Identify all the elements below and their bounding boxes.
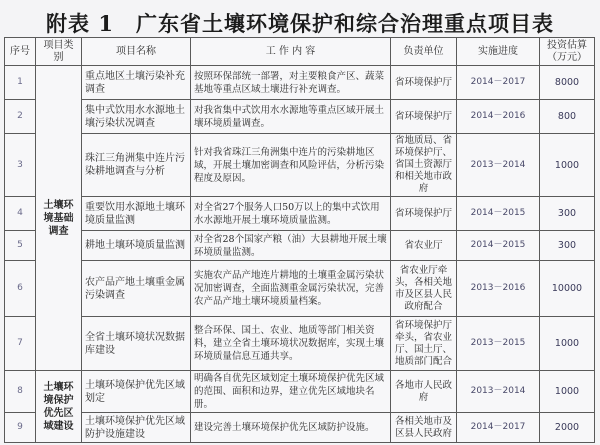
- row-seq: 9: [5, 413, 36, 443]
- table-row: [5, 231, 595, 261]
- category-cell: 土壤环境保护优先区域建设: [36, 371, 82, 443]
- row-seq: 1: [5, 66, 36, 100]
- header-name: 项目名称: [82, 38, 191, 66]
- row-budget: 300: [540, 231, 595, 261]
- row-name: 全省土壤环境状况数据库建设: [82, 317, 191, 371]
- row-budget: 8000: [540, 66, 595, 100]
- row-seq: 3: [5, 134, 36, 197]
- row-seq: 6: [5, 261, 36, 317]
- row-unit: 各地市人民政府: [391, 371, 457, 413]
- header-category: 项目类别: [36, 38, 82, 66]
- row-progress: 2013－2015: [457, 317, 540, 371]
- row-seq: 7: [5, 317, 36, 371]
- row-content: 实施农产品产地连片耕地的土壤重金属污染状况加密调查，全面监测重金属污染状况，完善农产品产地土壤环境质量档案。: [191, 261, 391, 317]
- row-seq: 2: [5, 100, 36, 134]
- category-cell: 土壤环境基础调查: [36, 66, 82, 371]
- row-name: 集中式饮用水水源地土壤污染状况调查: [82, 100, 191, 134]
- row-name: 重要饮用水源地土壤环境质量监测: [82, 197, 191, 231]
- header-budget: 投资估算（万元）: [540, 38, 595, 66]
- row-unit: 各相关地市及区县人民政府: [391, 413, 457, 443]
- row-budget: 1000: [540, 371, 595, 413]
- table-row: [5, 134, 595, 197]
- row-budget: 800: [540, 100, 595, 134]
- row-progress: 2014－2016: [457, 100, 540, 134]
- header-seq: 序号: [5, 38, 36, 66]
- row-name: 珠江三角洲集中连片污染耕地调查与分析: [82, 134, 191, 197]
- header-unit: 负责单位: [391, 38, 457, 66]
- row-content: 明确各自优先区域划定土壤环境保护优先区域的范围、面积和边界，建立优先区域地块名册。: [191, 371, 391, 413]
- row-content: 整合环保、国土、农业、地质等部门相关资料，建立全省土壤环境状况数据库，实现土壤环境质量信息互通共享。: [191, 317, 391, 371]
- table-title-prefix: 附表 1: [46, 11, 114, 36]
- row-progress: 2014－2015: [457, 197, 540, 231]
- row-seq: 8: [5, 371, 36, 413]
- row-budget: 1000: [540, 317, 595, 371]
- row-progress: 2013－2014: [457, 371, 540, 413]
- row-progress: 2014－2017: [457, 413, 540, 443]
- table-row: [5, 66, 595, 100]
- row-unit: 省农业厅牵头，各相关地市及区县人民政府配合: [391, 261, 457, 317]
- table-row: [5, 317, 595, 371]
- row-content: 对全省28个国家产粮（油）大县耕地开展土壤环境质量监测。: [191, 231, 391, 261]
- row-unit: 省环境保护厅: [391, 66, 457, 100]
- row-content: 对我省集中式饮用水水源地等重点区域开展土壤环境质量调查。: [191, 100, 391, 134]
- row-budget: 300: [540, 197, 595, 231]
- table-title: [0, 8, 600, 34]
- row-unit: 省农业厅: [391, 231, 457, 261]
- row-content: 按照环保部统一部署，对主要粮食产区、蔬菜基地等重点区域土壤进行补充调查。: [191, 66, 391, 100]
- row-unit: 省环境保护厅牵头，省农业厅、国土厅、地质部门配合: [391, 317, 457, 371]
- table-title-main: 广东省土壤环境保护和综合治理重点项目表: [135, 11, 554, 36]
- row-name: 耕地土壤环境质量监测: [82, 231, 191, 261]
- row-budget: 10000: [540, 261, 595, 317]
- row-content: 建设完善土壤环境保护优先区域防护设施。: [191, 413, 391, 443]
- project-table: [4, 37, 595, 443]
- row-unit: 省环境保护厅: [391, 100, 457, 134]
- row-progress: 2013－2014: [457, 134, 540, 197]
- row-progress: 2013－2016: [457, 261, 540, 317]
- row-unit: 省地质局、省环境保护厅、省国土资源厅和相关地市政府: [391, 134, 457, 197]
- table-header-row: [5, 38, 595, 66]
- header-content: 工 作 内 容: [191, 38, 391, 66]
- row-progress: 2014－2017: [457, 66, 540, 100]
- row-seq: 4: [5, 197, 36, 231]
- row-name: 土壤环境保护优先区域划定: [82, 371, 191, 413]
- row-name: 重点地区土壤污染补充调查: [82, 66, 191, 100]
- row-content: 对全省27个服务人口50万以上的集中式饮用水水源地开展土壤环境质量监测。: [191, 197, 391, 231]
- table-row: [5, 261, 595, 317]
- table-row: [5, 371, 595, 413]
- row-unit: 省环境保护厅: [391, 197, 457, 231]
- row-seq: 5: [5, 231, 36, 261]
- header-progress: 实施进度: [457, 38, 540, 66]
- row-budget: 1000: [540, 134, 595, 197]
- row-content: 针对我省珠江三角洲集中连片的污染耕地区域，开展土壤加密调查和风险评估，分析污染程度及原因。: [191, 134, 391, 197]
- row-budget: 2000: [540, 413, 595, 443]
- row-name: 农产品产地土壤重金属污染调查: [82, 261, 191, 317]
- row-progress: 2014－2015: [457, 231, 540, 261]
- row-name: 土壤环境保护优先区域防护设施建设: [82, 413, 191, 443]
- table-row: [5, 197, 595, 231]
- table-row: [5, 413, 595, 443]
- table-row: [5, 100, 595, 134]
